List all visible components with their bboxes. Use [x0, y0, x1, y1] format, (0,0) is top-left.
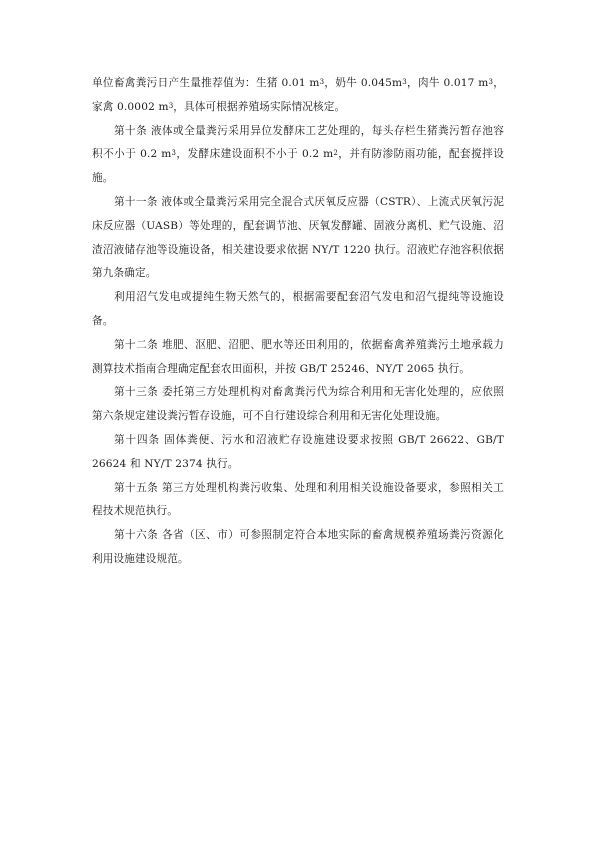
- text-run: 第十五条 第三方处理机构粪污收集、处理和利用相关设施设备要求，参照相关工程技术规范执行。: [92, 481, 504, 518]
- text-run: ，肉牛 0.017 m: [406, 77, 489, 89]
- paragraph-8: [92, 477, 504, 525]
- text-run: 第十六条 各省（区、市）可参照制定符合本地实际的畜禽规模养殖场粪污资源化利用设施建设规范。: [92, 529, 504, 565]
- paragraph-2: [92, 120, 504, 191]
- text-run: ，家禽 0.0002 m: [92, 77, 505, 113]
- superscript: 3: [168, 101, 174, 110]
- paragraph-5: [92, 334, 504, 382]
- superscript: 3: [171, 149, 177, 158]
- superscript: 3: [319, 77, 325, 86]
- text-run: 第十一条 液体或全量粪污采用完全混合式厌氧反应器（CSTR）、上流式厌氧污泥床反应器（UASB）等处理的，配套调节池、厌氧发酵罐、固液分离机、贮气设施、沼渣沼液储存池等设施设备，相关建设要求依据 NY/T 1220 执行。沼液贮存池容积依据第九条确定。: [92, 195, 504, 280]
- paragraph-9: [92, 524, 504, 572]
- document-body: [92, 72, 504, 572]
- paragraph-6: [92, 381, 504, 429]
- paragraph-4: [92, 286, 504, 334]
- superscript: 2: [333, 149, 338, 158]
- paragraph-1: [92, 72, 504, 120]
- paragraph-7: [92, 429, 504, 477]
- text-run: 第十条 液体或全量粪污采用异位发酵床工艺处理的，每头存栏生猪粪污暂存池容积不小于 0.2 m: [92, 124, 504, 161]
- superscript: 3: [402, 77, 407, 86]
- paragraph-3: [92, 191, 504, 286]
- text-run: 第十四条 固体粪便、污水和沼液贮存设施建设要求按照 GB/T 26622、GB/T 26624 和 NY/T 2374 执行。: [92, 433, 504, 470]
- text-run: 单位畜禽粪污日产生量推荐值为：生猪 0.01 m: [92, 77, 320, 89]
- text-run: 第十二条 堆肥、沤肥、沼肥、肥水等还田利用的，依据畜禽养殖粪污土地承载力测算技术指南合理确定配套农田面积，并按 GB/T 25246、NY/T 2065 执行。: [92, 338, 504, 375]
- text-run: ，奶牛 0.045m: [324, 77, 403, 89]
- text-run: 利用沼气发电或提纯生物天然气的，根据需要配套沼气发电和沼气提纯等设施设备。: [92, 291, 504, 327]
- text-run: ，发酵床建设面积不小于 0.2 m: [176, 148, 334, 161]
- superscript: 3: [488, 77, 494, 86]
- text-run: ，具体可根据养殖场实际情况核定。: [173, 100, 346, 113]
- text-run: 第十三条 委托第三方处理机构对畜禽粪污代为综合利用和无害化处理的，应依照第六条规定建设粪污暂存设施，可不自行建设综合利用和无害化处理设施。: [92, 386, 504, 423]
- text-run: ，并有防渗防雨功能，配套搅拌设施。: [92, 148, 504, 185]
